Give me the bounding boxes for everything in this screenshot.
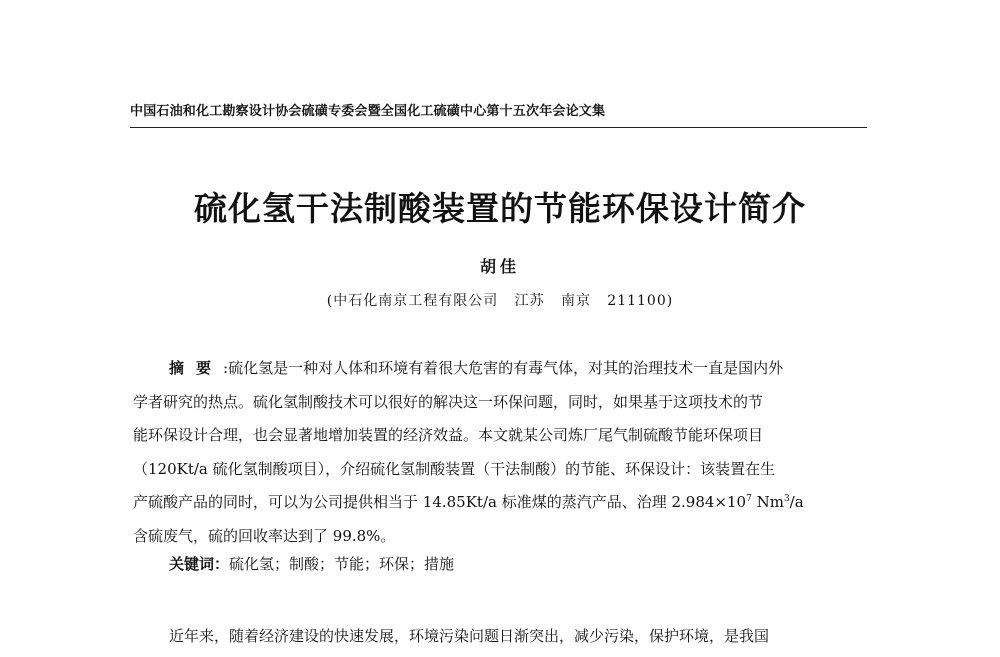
abstract-line-2: 学者研究的热点。硫化氢制酸技术可以很好的解决这一环保问题，同时，如果基于这项技术的节	[133, 392, 764, 411]
abstract-line-5: 产硫酸产品的同时，可以为公司提供相当于 14.85Kt/a 标准煤的蒸汽产品、治理 $2.984\times 10^7$ Nm$^3$/a	[133, 493, 804, 511]
body-line-1: 近年来，随着经济建设的快速发展，环境污染问题日渐突出，减少污染，保护环境，是我国	[169, 627, 770, 645]
author-affiliation: (中石化南京工程有限公司 江苏 南京 211100)	[326, 293, 674, 309]
keywords-text: 硫化氢；制酸；节能；环保；措施	[229, 555, 455, 573]
abstract-label: 摘要	[169, 359, 224, 377]
body-paragraph	[133, 620, 868, 654]
keywords	[169, 553, 869, 574]
header-divider	[130, 127, 867, 128]
abstract-line-4: （120Kt/a 硫化氢制酸项目），介绍硫化氢制酸装置（干法制酸）的节能、环保设计：该装置在生	[133, 459, 776, 478]
proceedings-header: 中国石油和化工勘察设计协会硫磺专委会暨全国化工硫磺中心第十五次年会论文集	[130, 104, 606, 119]
author-name: 胡佳	[479, 257, 520, 276]
paper-title: 硫化氢干法制酸装置的节能环保设计简介	[194, 189, 806, 228]
abstract	[133, 352, 868, 553]
abstract-line-1: 摘要:硫化氢是一种对人体和环境有着很大危害的有毒气体，对其的治理技术一直是国内外	[169, 359, 784, 377]
abstract-line-6: 含硫废气，硫的回收率达到了 99.8%。	[133, 526, 396, 545]
abstract-line-3: 能环保设计合理，也会显著地增加装置的经济效益。本文就某公司炼厂尾气制硫酸节能环保项目	[133, 426, 764, 444]
keywords-label: 关键词：	[169, 555, 230, 573]
